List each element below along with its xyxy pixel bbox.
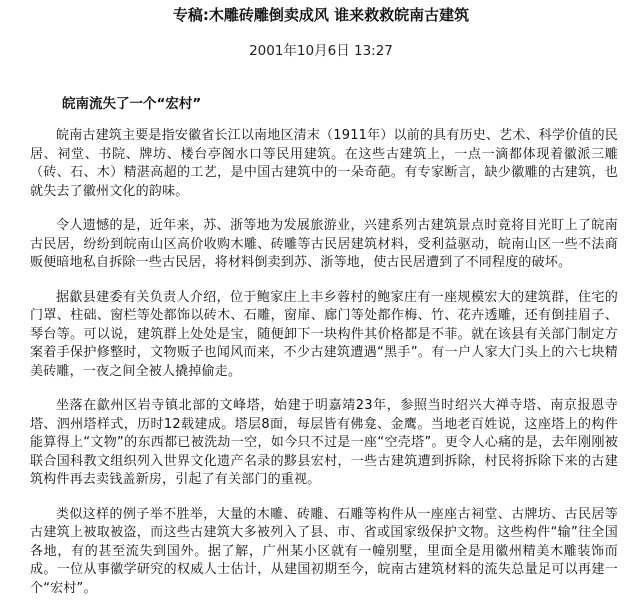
article-paragraph: 类似这样的例子举不胜举，大量的木雕、砖雕、石雕等构件从一座座古祠堂、古牌坊、古民居等古建筑上被取被盗，而这些古建筑大多被列入了县、市、省或国家级保护文物。这些构件“输”往全国各地，有的甚至流失到国外。据了解，广州某小区就有一幢别墅，里面全是用徽州精美木雕装饰而成。一位从事徽学研究的权威人士估计，从建国初期至今，皖南古建筑材料的流失总量足可以再建一个“宏村”。 (30, 506, 618, 596)
article-paragraph: 坐落在歙州区岩寺镇北部的文峰塔，始建于明嘉靖23年，参照当时绍兴大禅寺塔、南京报恩寺塔、泗州塔样式，历时12载建成。塔层8面，每层皆有佛龛、金鹰。当地老百姓说，这座塔上的构件能算得上“文物”的东西都已被洗劫一空，如今只不过是一座“空壳塔”。更令人心痛的是，去年刚刚被联合国科教文组织列入世界文化遗产名录的黟县宏村，一些古建筑遭到拆除，村民将拆除下来的古建筑构件再去卖钱盖新房，引起了有关部门的重视。 (30, 398, 618, 487)
article-paragraph: 令人遗憾的是，近年来，苏、浙等地为发展旅游业，兴建系列古建筑景点时竟将目光盯上了皖南古民居，纷纷到皖南山区高价收购木雕、砖雕等古民居建筑材料，受利益驱动，皖南山区一些不法商贩便暗地私自拆除一些古民居，将材料倒卖到苏、浙等地，使古民居遭到了不同程度的破坏。 (30, 218, 618, 270)
article-paragraph: 皖南古建筑主要是指安徽省长江以南地区清末（1911年）以前的具有历史、艺术、科学价值的民居、祠堂、书院、牌坊、楼台亭阁水口等民用建筑。在这些古建筑上，一点一滴都体现着徽派三雕（砖、石、木）精湛高超的工艺，是中国古建筑中的一朵奇葩。有专家断言，缺少徽雕的古建筑，也就失去了徽州文化的韵味。 (30, 128, 618, 199)
article-title: 专稿:木雕砖雕倒卖成风 谁来救救皖南古建筑 (172, 6, 470, 24)
article-date: 2001年10月6日 13:27 (249, 43, 393, 59)
article-paragraph: 据歙县建委有关负责人介绍，位于鲍家庄上丰乡蓉村的鲍家庄有一座规模宏大的建筑群，住宅的门罩、柱础、窗栏等处都饰以砖木、石雕，窗扉、廊门等处都作梅、竹、花卉透雕，还有倒挂眉子、琴台等。可以说，建筑群上处处是宝，随便卸下一块构件其价格都是不菲。就在该县有关部门制定方案着手保护修整时，文物贩子也闻风而来，不少古建筑遭遇“黑手”。有一户人家大门头上的六七块精美砖雕，一夜之间全被人撬掉偷走。 (30, 289, 618, 379)
section-heading: 皖南流失了一个“宏村” (62, 96, 202, 112)
article-body (30, 127, 618, 602)
